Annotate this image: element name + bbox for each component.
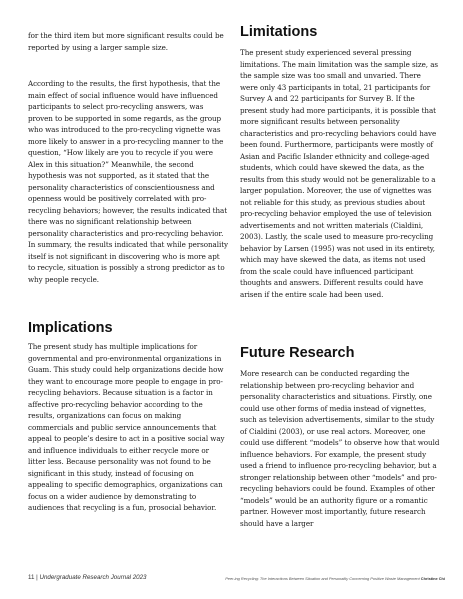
limitations-heading: Limitations xyxy=(240,24,318,40)
implications-heading: Implications xyxy=(28,320,113,336)
footer-left xyxy=(28,574,147,582)
limitations-paragraph: The present study experienced several pressing limitations. The main limitation was the sample size, as the sample size was too small and unvaried. There were only 43 participants in total, 21 participants for Survey A and 22 participants for Survey B. If the present study had more participants, it is possible that more significant results between personality characteristics and pro-recycling behaviors could have been found. Furthermore, participants were mostly of Asian and Pacific Islander ethnicity and college-aged students, which could have skewed the data, as the results from this study would not be generalizable to a larger population. Moreover, the use of vignettes was not reliable for this study, as previous studies about pro-recycling behavior employed the use of television advertisements and not written materials (Cialdini, 2003). Lastly, the scale used to measure pro-recycling behavior by Larsen (1995) was not used in its entirety, which may have skewed the data, as items not used from the scale could have influenced participant thoughts and answers. Different results could have arisen if the entire scale had been used. xyxy=(240,48,439,299)
journal-title: Undergraduate Research Journal 2023 xyxy=(39,574,147,581)
footer-right xyxy=(225,575,445,583)
article-title: Peer-ing Recycling: The Interactions Between Situation and Personality Concerning Positive Waste Management xyxy=(225,576,420,581)
future-research-paragraph: More research can be conducted regarding the relationship between pro-recycling behavior and personality characteristics and situations. Firstly, one could use other forms of media instead of vignettes, such as television advertisements, similar to the study of Cialdini (2003), or use real actors. Moreover, one could use different “models” to observe how that would influence behaviors. For example, the present study used a friend to influence pro-recycling behavior, but a stronger relationship between other “models” and pro-recycling behaviors could be found. Examples of other “models” would be an authority figure or a romantic partner. However most importantly, future research should have a larger xyxy=(240,369,440,528)
future-research-heading: Future Research xyxy=(240,345,355,361)
continued-paragraph: for the third item but more significant results could be reported by using a larger sample size. xyxy=(28,31,224,52)
left-column xyxy=(28,30,228,514)
results-paragraph: According to the results, the first hypothesis, that the main effect of social influence would have influenced participants to select pro-recycling answers, was proven to be supported in some regards, as the group who was introduced to the pro-recycling vignette was more likely to answer in a pro-recycling manner to the question, “How likely are you to recycle if you were Alex in this situation?” Meanwhile, the second hypothesis was not supported, as it stated that the personality characteristics of conscientiousness and openness would be positively correlated with pro-recycling behaviors; however, the results indicated that there was no significant relationship between personality characteristics and pro-recycling behavior. In summary, the results indicated that while personality itself is not significant in discovering who is more apt to recycle, situation is possibly a strong predictor as to why people recycle. xyxy=(28,79,229,284)
implications-paragraph: The present study has multiple implications for governmental and pro-environmental organizations in Guam. This study could help organizations decide how they want to encourage more people to engage in pro-recycling behaviors. Because situation is a factor in affective pro-recycling behavior according to the results, organizations can focus on making commercials and public service announcements that appeal to people’s desire to act in a positive social way and influence individuals to either recycle more or litter less. Because personality was not found to be significant in this study, instead of focusing on appealing to specific demographics, organizations can focus on a wider audience by demonstrating to audiences that recycling is a fun, prosocial behavior. xyxy=(28,342,225,512)
footer-separator: | xyxy=(36,574,38,581)
right-column xyxy=(240,23,440,529)
article-author: Christine Chi xyxy=(420,576,445,581)
page-number: 11 xyxy=(28,574,35,581)
